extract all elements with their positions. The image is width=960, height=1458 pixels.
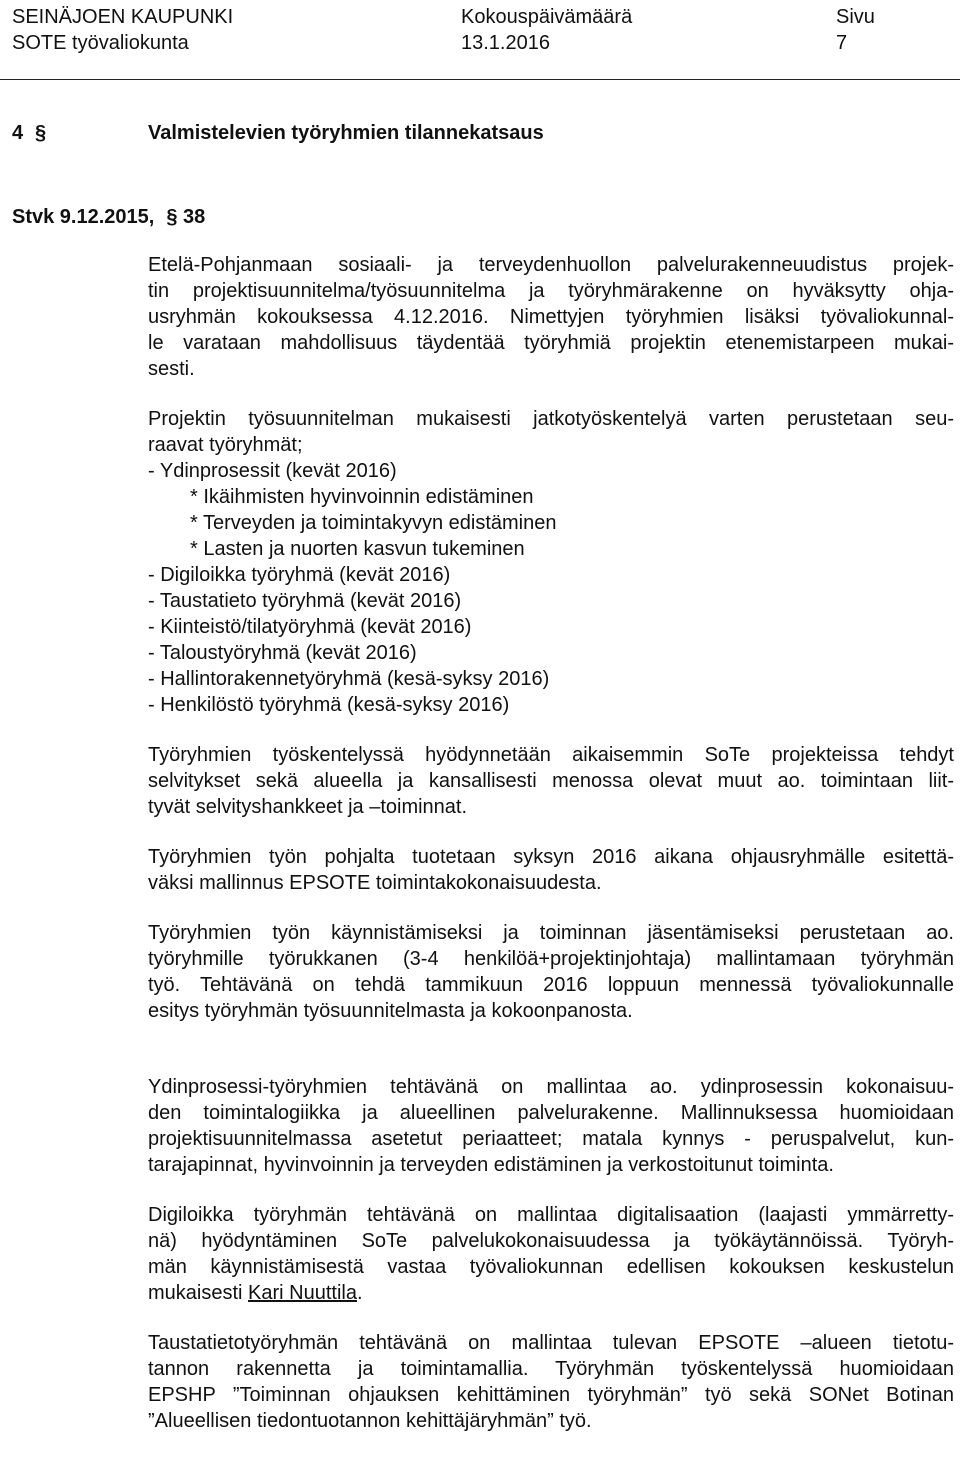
- paragraph-1: [148, 252, 954, 382]
- section-title: Valmistelevien työryhmien tilannekatsaus: [148, 122, 544, 144]
- text-line: le varataan mahdollisuus täydentää työryhmiä projektin etenemistarpeen mukai-: [148, 332, 954, 354]
- list-item: - Henkilöstö työryhmä (kesä-syksy 2016): [148, 694, 510, 716]
- reference-line: [12, 202, 205, 232]
- text-line: projektisuunnitelmassa asetetut periaatteet; matala kynnys - peruspalvelut, kun-: [148, 1128, 954, 1150]
- text-line: män käynnistämisestä vastaa työvaliokunnan edellisen kokouksen keskustelun: [148, 1256, 954, 1278]
- paragraph-4: [148, 844, 954, 896]
- text-line: tyvät selvityshankkeet ja –toiminnat.: [148, 796, 468, 818]
- text-line: EPSHP ”Toiminnan ohjauksen kehittäminen työryhmän” työ sekä SONet Botinan: [148, 1384, 954, 1406]
- list-item: - Taustatieto työryhmä (kevät 2016): [148, 590, 462, 612]
- text-fragment: mukaisesti: [148, 1282, 249, 1304]
- list-subitem: * Ikäihmisten hyvinvoinnin edistäminen: [190, 486, 534, 508]
- text-line: ”Alueellisen tiedontuotannon kehittäjäryhmän” työ.: [148, 1410, 592, 1432]
- text-line: Työryhmien työn käynnistämiseksi ja toiminnan jäsentämiseksi perustetaan ao.: [148, 922, 954, 944]
- text-line: Ydinprosessi-työryhmien tehtävänä on mallintaa ao. ydinprosessin kokonaisuu-: [148, 1076, 954, 1098]
- person-link[interactable]: Kari Nuuttila: [248, 1282, 357, 1304]
- list-item: - Hallintorakennetyöryhmä (kesä-syksy 2016): [148, 668, 550, 690]
- text-line: nä) hyödyntäminen SoTe palvelukokonaisuudessa ja työkäytännöissä. Työryh-: [148, 1230, 954, 1252]
- text-line: tarajapinnat, hyvinvoinnin ja terveyden edistäminen ja verkostoitunut toiminta.: [148, 1154, 834, 1176]
- list-item: - Digiloikka työryhmä (kevät 2016): [148, 564, 451, 586]
- header-page: [836, 4, 875, 56]
- text-line: sesti.: [148, 358, 195, 380]
- text-line: Työryhmien työn pohjalta tuotetaan syksyn 2016 aikana ohjausryhmälle esitettä-: [148, 846, 954, 868]
- text-line: usryhmän kokouksessa 4.12.2016. Nimettyjen työryhmien lisäksi työvaliokunnal-: [148, 306, 954, 328]
- text-line: työryhmille työrukkanen (3-4 henkilöä+projektinjohtaja) mallintamaan työryhmän: [148, 948, 954, 970]
- committee-name: SOTE työvaliokunta: [12, 32, 189, 54]
- text-line: raavat työryhmät;: [148, 434, 303, 456]
- section-symbol: §: [35, 122, 47, 144]
- paragraph-5: [148, 920, 954, 1024]
- text-line: tin projektisuunnitelma/työsuunnitelma ja työryhmärakenne on hyväksytty ohja-: [148, 280, 954, 302]
- text-line: Taustatietotyöryhmän tehtävänä on mallintaa tulevan EPSOTE –alueen tietotu-: [148, 1332, 954, 1354]
- paragraph-3: [148, 742, 954, 820]
- list-item: - Taloustyöryhmä (kevät 2016): [148, 642, 417, 664]
- text-line: [148, 1280, 954, 1306]
- text-line: Etelä-Pohjanmaan sosiaali- ja terveydenhuollon palvelurakenneuudistus projek-: [148, 254, 954, 276]
- list-item: - Kiinteistö/tilatyöryhmä (kevät 2016): [148, 616, 472, 638]
- text-line: väksi mallinnus EPSOTE toimintakokonaisuudesta.: [148, 872, 602, 894]
- date-label: Kokouspäivämäärä: [461, 6, 633, 28]
- document-body: [148, 252, 954, 1458]
- reference-text: Stvk 9.12.2015,: [12, 206, 155, 228]
- paragraph-2: [148, 406, 954, 718]
- text-line: esitys työryhmän työsuunnitelmasta ja kokoonpanosta.: [148, 1000, 633, 1022]
- page-number: 7: [836, 32, 848, 54]
- text-line: työ. Tehtävänä on tehdä tammikuun 2016 loppuun mennessä työvaliokunnalle: [148, 974, 954, 996]
- list-subitem: * Lasten ja nuorten kasvun tukeminen: [190, 538, 525, 560]
- text-line: tannon rakennetta ja toimintamallia. Työryhmän työskentelyssä huomioidaan: [148, 1358, 954, 1380]
- header-date: [461, 4, 632, 56]
- organization-name: SEINÄJOEN KAUPUNKI: [12, 6, 234, 28]
- page-label: Sivu: [836, 6, 875, 28]
- reference-number: 38: [183, 206, 206, 228]
- paragraph-7: [148, 1202, 954, 1306]
- text-fragment: .: [356, 1282, 363, 1304]
- header-organization: [12, 4, 233, 56]
- section-number: 4: [12, 122, 24, 144]
- paragraph-8: [148, 1330, 954, 1434]
- text-line: Työryhmien työskentelyssä hyödynnetään aikaisemmin SoTe projekteissa tehdyt: [148, 744, 954, 766]
- header-divider: [0, 79, 960, 80]
- page-header: [0, 4, 960, 80]
- text-line: selvitykset sekä alueella ja kansallisesti menossa olevat muut ao. toimintaan liit-: [148, 770, 954, 792]
- text-line: den toimintalogiikka ja alueellinen palvelurakenne. Mallinnuksessa huomioidaan: [148, 1102, 954, 1124]
- text-line: Projektin työsuunnitelman mukaisesti jatkotyöskentelyä varten perustetaan seu-: [148, 408, 954, 430]
- paragraph-6: [148, 1074, 954, 1178]
- list-item: - Ydinprosessit (kevät 2016): [148, 460, 397, 482]
- text-line: Digiloikka työryhmän tehtävänä on mallintaa digitalisaation (laajasti ymmärretty-: [148, 1204, 954, 1226]
- list-subitem: * Terveyden ja toimintakyvyn edistäminen: [190, 512, 557, 534]
- date-value: 13.1.2016: [461, 32, 550, 54]
- spacer: [148, 1048, 954, 1074]
- reference-symbol: §: [166, 206, 178, 228]
